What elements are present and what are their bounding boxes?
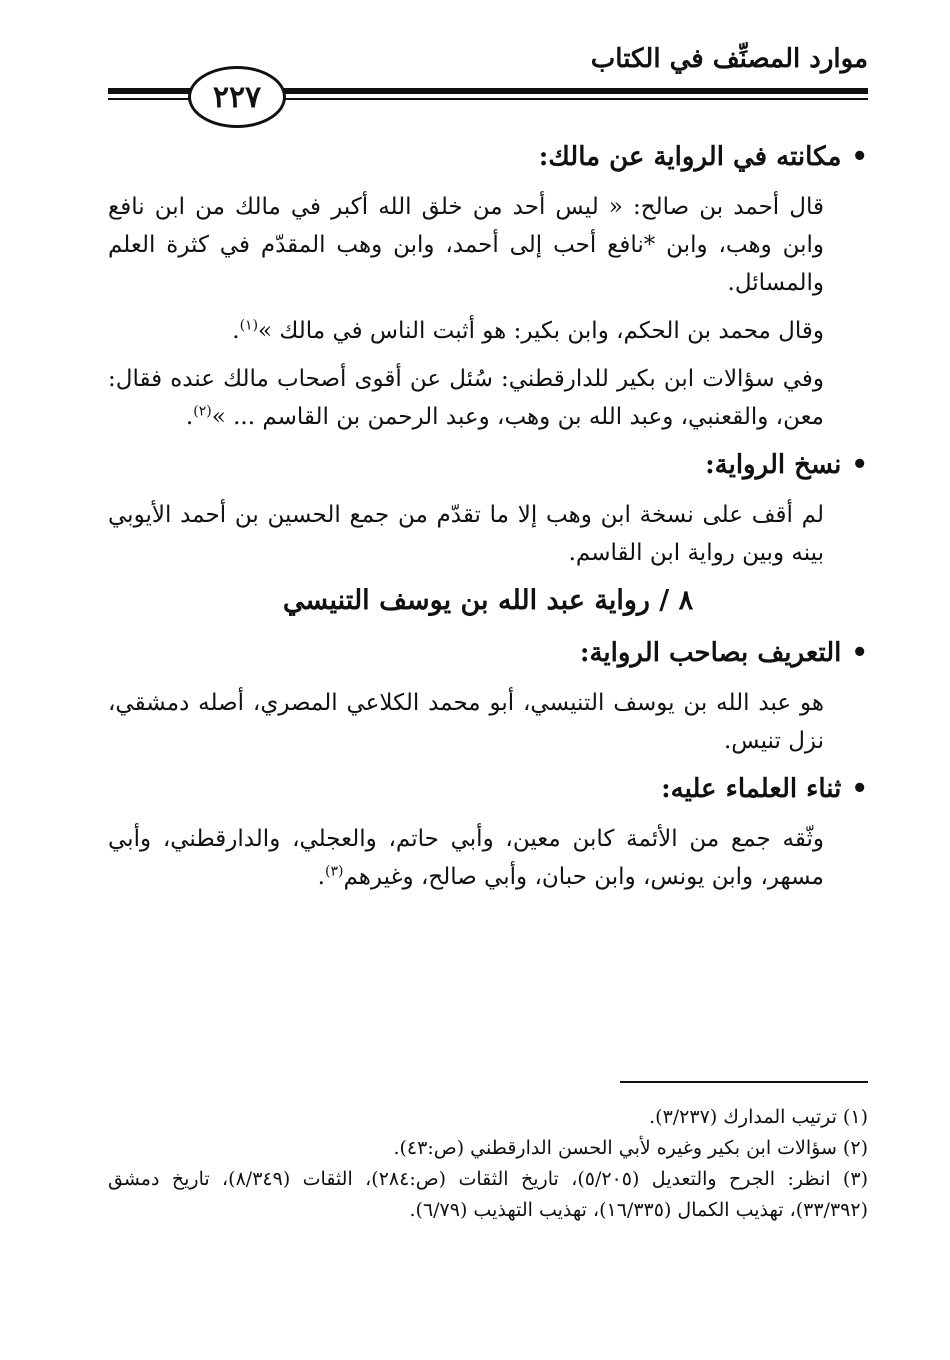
footnote-1: (١) ترتيب المدارك (٣/٢٣٧). <box>649 1106 868 1128</box>
period: . <box>232 318 240 344</box>
footnotes <box>108 1102 868 1226</box>
period: . <box>317 864 325 890</box>
paragraph-ibn-hakam <box>108 312 868 350</box>
bullet-mark: • <box>851 774 868 804</box>
paragraph-intro: هو عبد الله بن يوسف التنيسي، أبو محمد الكلاعي المصري، أصله دمشقي، نزل تنيس. <box>108 690 824 754</box>
footnote-3: (٣) انظر: الجرح والتعديل (٥/٢٠٥)، تاريخ الثقات (ص:٢٨٤)، الثقات (٨/٣٤٩)، تاريخ دمشق (٣٣/٣٩٢)، تهذيب الكمال (١٦/٣٣٥)، تهذيب التهذيب (٦/٧٩). <box>108 1168 868 1221</box>
heading-text: التعريف بصاحب الرواية: <box>579 638 842 668</box>
heading-text: نسخ الرواية: <box>705 450 842 480</box>
footnote-rule <box>620 1081 868 1083</box>
bullet-mark: • <box>851 450 868 480</box>
paragraph-copies: لم أقف على نسخة ابن وهب إلا ما تقدّم من جمع الحسين بن أحمد الأيوبي بينه وبين رواية ابن القاسم. <box>108 502 824 566</box>
heading-text: مكانته في الرواية عن مالك: <box>538 142 842 172</box>
heading-text: ثناء العلماء عليه: <box>661 774 842 804</box>
paragraph-praise <box>108 820 868 896</box>
section-heading-intro <box>108 634 868 672</box>
running-title: موارد المصنِّف في الكتاب <box>590 44 868 74</box>
paragraph-text: وثّقه جمع من الأئمة كابن معين، وأبي حاتم، والعجلي، والدارقطني، وأبي مسهر، وابن يونس، وابن حبان، وأبي صالح، وغيرهم <box>108 826 824 890</box>
paragraph-text: وفي سؤالات ابن بكير للدارقطني: سُئل عن أقوى أصحاب مالك عنده فقال: معن، والقعنبي، وعبد الله بن وهب، وعبد الرحمن بن القاسم ... » <box>108 366 824 430</box>
riwaya-heading: ٨ / رواية عبد الله بن يوسف التنيسي <box>282 585 694 616</box>
paragraph-ahmad-quote: قال أحمد بن صالح: « ليس أحد من خلق الله أكبر في مالك من ابن نافع وابن وهب، وابن *نافع أحب إلى أحمد، وابن وهب المقدّم في كثرة العلم والمسائل. <box>108 194 824 296</box>
section-heading-status <box>108 138 868 176</box>
main-text <box>108 138 868 906</box>
page-number: ٢٢٧ <box>188 66 286 128</box>
footnote-ref-3: (٣) <box>324 863 344 880</box>
section-heading-praise <box>108 770 868 808</box>
footnote-ref-2: (٢) <box>193 403 212 420</box>
section-heading-copies <box>108 446 868 484</box>
footnote-ref-1: (١) <box>239 317 259 334</box>
footnote-2: (٢) سؤالات ابن بكير وغيره لأبي الحسن الدارقطني (ص:٤٣). <box>393 1137 868 1159</box>
paragraph-daraqutni <box>108 360 868 436</box>
bullet-mark: • <box>851 142 868 172</box>
bullet-mark: • <box>851 638 868 668</box>
period: . <box>185 404 194 430</box>
paragraph-text: وقال محمد بن الحكم، وابن بكير: هو أثبت الناس في مالك » <box>258 318 824 344</box>
